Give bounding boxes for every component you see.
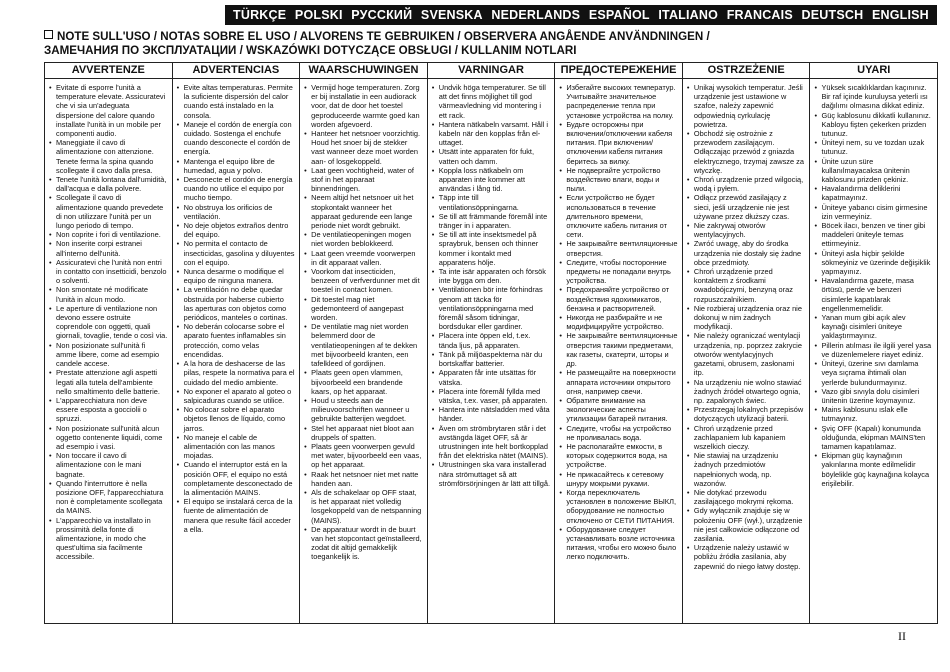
language-label: ENGLISH: [871, 8, 929, 22]
warning-item: • Не закрывайте вентиляционные отверстия такими предметами, как газеты, скатерти, шторы и др.: [559, 331, 678, 368]
warning-item: • Evite altas temperaturas. Permite la suficiente dispersión del calor cuando está instalado en la consola.: [177, 83, 296, 120]
warning-item: • Не располагайте емкости, в которых содержится вода, на устройстве.: [559, 442, 678, 470]
warning-item: • Quando l'interruttore è nella posizione OFF, l'apparecchiatura non è completamente scollegata da MAINS.: [49, 479, 168, 516]
column-body: [173, 79, 300, 534]
column-3: [428, 63, 556, 623]
warning-item: • Zwróć uwagę, aby do środka urządzenia nie dostały się żadne obce przedmioty.: [687, 239, 806, 267]
column-title: VARNINGAR: [428, 63, 555, 79]
warning-item: • Ventilationen bör inte förhindras genom att täcka för ventilationsöppningarna med föremål såsom tidningar, bordsdukar eller gardiner.: [432, 285, 551, 331]
warning-item: • No permita el contacto de insecticidas, gasolina y diluyentes con el equipo.: [177, 239, 296, 267]
column-body: [810, 79, 937, 488]
warning-item: • Chroń urządzenie przed zachlapaniem lub kapaniem wszelkich cieczy.: [687, 424, 806, 452]
warning-item: • Även om strömbrytaren står i det avstängda läget OFF, så är utrustningen inte helt bortkopplad från det elektriska nätet (MAINS).: [432, 424, 551, 461]
warning-item: • Laat geen vochtigheid, water of stof in het apparaat binnendringen.: [304, 166, 423, 194]
warning-item: • Non smontate né modificate l'unità in alcun modo.: [49, 285, 168, 303]
warning-item: • Hantera inte nätsladden med våta händer.: [432, 405, 551, 423]
warning-item: • Koppla loss nätkabeln om apparaten inte kommer att användas i lång tid.: [432, 166, 551, 194]
heading-line-1: [44, 30, 924, 44]
warning-item: • Przestrzegaj lokalnych przepisów dotyczących utylizacji baterii.: [687, 405, 806, 423]
language-label: FRANCAIS: [726, 8, 793, 22]
warning-item: • Оборудование следует устанавливать возле источника питания, чтобы его можно было легко подключить.: [559, 525, 678, 562]
warning-item: • Stel het apparaat niet bloot aan druppels of spatten.: [304, 424, 423, 442]
language-bar: [225, 5, 937, 25]
warning-item: • Plaats geen open vlammen, bijvoorbeeld een brandende kaars, op het apparaat.: [304, 368, 423, 396]
warning-item: • Если устройство не будет использоваться в течение длительного времени, отключите кабель питания от сети.: [559, 193, 678, 239]
warning-item: • Güç kablosunu dikkatli kullanınız. Kabloyu fişten çekerken prizden tutunuz.: [814, 111, 933, 139]
column-title: WAARSCHUWINGEN: [300, 63, 427, 79]
warning-item: • De ventilatieopeningen mogen niet worden beblokkeerd.: [304, 230, 423, 248]
language-label: РУССКИЙ: [351, 8, 413, 22]
warning-item: • La ventilación no debe quedar obstruida por haberse cubierto las aperturas con objetos como periódicos, manteles o cortinas.: [177, 285, 296, 322]
warning-item: • No maneje el cable de alimentación con las manos mojadas.: [177, 433, 296, 461]
column-5: [683, 63, 811, 623]
warning-item: • Yanan mum gibi açık alev kaynağı cisimleri üniteye yaklaştırmayınız.: [814, 313, 933, 341]
warning-item: • Ta inte isär apparaten och försök inte bygga om den.: [432, 267, 551, 285]
warning-item: • Utrustningen ska vara installerad nära strömuttaget så att strömförsörjningen är lätt att tillgå.: [432, 460, 551, 488]
column-body: [45, 79, 172, 562]
warning-item: • Odłącz przewód zasilający z sieci, jeśli urządzenie nie jest używane przez dłuższy czas.: [687, 193, 806, 221]
warning-item: • No obstruya los orificios de ventilación.: [177, 203, 296, 221]
warning-item: • Üniteyi asla hiçbir şekilde sökmeyiniz ve üzerinde değişiklik yapmayınız.: [814, 249, 933, 277]
warning-item: • Non posizionate sull'unità alcun oggetto contenente liquidi, come ad esempio i vasi.: [49, 424, 168, 452]
language-label: NEDERLANDS: [491, 8, 581, 22]
warning-item: • Hanteer het netsnoer voorzichtig. Houd het snoer bij de stekker vast wanneer deze moet worden aan- of losgekoppeld.: [304, 129, 423, 166]
warning-item: • Gdy wyłącznik znajduje się w położeniu OFF (wył.), urządzenie nie jest całkowicie odłączone od zasilania.: [687, 506, 806, 543]
warning-item: • No colocar sobre el aparato objetos llenos de líquido, como jarros.: [177, 405, 296, 433]
warning-item: • Chroń urządzenie przed kontaktem z środkami owadobójczymi, benzyną oraz rozpuszczalnikiem.: [687, 267, 806, 304]
warning-item: • No exponer el aparato al goteo o salpicaduras cuando se utilice.: [177, 387, 296, 405]
warning-item: • Desconecte el cordón de energía cuando no utilice el equipo por mucho tiempo.: [177, 175, 296, 203]
warning-item: • Scollegate il cavo di alimentazione quando prevedete di non utilizzare l'unità per un lungo periodo di tempo.: [49, 193, 168, 230]
warning-item: • Üniteyi, üzerine sıvı damlama veya sıçrama ihtimali olan yerlerde bulundurmayınız.: [814, 359, 933, 387]
warning-item: • Vazo gibi sıvıyla dolu cisimleri ünitenin üzerine koymayınız.: [814, 387, 933, 405]
warning-item: • Le aperture di ventilazione non devono essere ostruite coprendole con oggetti, quali giornali, tovaglie, tende o così via.: [49, 304, 168, 341]
heading-line-2: ЗАМЕЧАНИЯ ПО ЭКСПЛУАТАЦИИ / WSKAZÓWKI DOTYCZĄCE OBSŁUGI / KULLANIM NOTLARI: [44, 44, 577, 57]
warning-item: • No deje objetos extraños dentro del equipo.: [177, 221, 296, 239]
warning-list: [49, 83, 168, 562]
language-label: ESPAÑOL: [588, 8, 650, 22]
warning-item: • L'apparecchiatura non deve essere esposta a gocciolii o spruzzi.: [49, 396, 168, 424]
warning-item: • Apparaten får inte utsättas för vätska.: [432, 368, 551, 386]
warnings-table: [44, 62, 938, 624]
warning-item: • Ekipman güç kaynağının yakınlarına monte edilmelidir böylelikle güç kaynağına kolayca erişilebilir.: [814, 451, 933, 488]
warning-item: • Raak het netsnoer niet met natte handen aan.: [304, 470, 423, 488]
warning-item: • Prestate attenzione agli aspetti legati alla tutela dell'ambiente nello smaltimento delle batterie.: [49, 368, 168, 396]
warning-item: • Täpp inte till ventilationsöppningarna.: [432, 193, 551, 211]
warning-item: • Neem altijd het netsnoer uit het stopkontakt wanneer het apparaat gedurende een lange periode niet wordt gebruikt.: [304, 193, 423, 230]
warning-item: • Mantenga el equipo libre de humedad, agua y polvo.: [177, 157, 296, 175]
warning-item: • Evitate di esporre l'unità a temperature elevate. Assicuratevi che vi sia un'adeguata dispersione del calore quando installate l'unità in un mobile per componenti audio.: [49, 83, 168, 138]
warning-item: • Havalandırma deliklerini kapatmayınız.: [814, 184, 933, 202]
warning-item: • L'apparecchio va installato in prossimità della fonte di alimentazione, in modo che quest'ultima sia facilmente accessibile.: [49, 516, 168, 562]
warning-item: • Undvik höga temperaturer. Se till att det finns möjlighet till god värmeavledning vid montering i ett rack.: [432, 83, 551, 120]
language-label: SVENSKA: [420, 8, 483, 22]
warning-item: • Cuando el interruptor está en la posición OFF, el equipo no está completamente desconectado de la alimentación MAINS.: [177, 460, 296, 497]
column-body: [683, 79, 810, 571]
column-1: [173, 63, 301, 623]
warning-item: • Не закрывайте вентиляционные отверстия.: [559, 239, 678, 257]
warning-item: • Placera inte föremål fyllda med vätska, t.ex. vaser, på apparaten.: [432, 387, 551, 405]
page-number: II: [898, 629, 906, 643]
column-title: UYARI: [810, 63, 937, 79]
warning-item: • Şviç OFF (Kapalı) konumunda olduğunda, ekipman MAINS'ten tamamen kapatılamaz.: [814, 424, 933, 452]
warning-item: • Obchodź się ostrożnie z przewodem zasilającym. Odłączając przewód z gniazda elektrycznego, trzymaj zawsze za wtyczkę.: [687, 129, 806, 175]
warning-item: • Non inserite corpi estranei all'interno dell'unità.: [49, 239, 168, 257]
warning-list: [687, 83, 806, 571]
section-heading: [44, 30, 924, 58]
column-title: AVVERTENZE: [45, 63, 172, 79]
warning-item: • Когда переключатель установлен в положение ВЫКЛ, оборудование не полностью отключено от СЕТИ ПИТАНИЯ.: [559, 488, 678, 525]
warning-item: • Se till att främmande föremål inte tränger in i apparaten.: [432, 212, 551, 230]
warning-item: • Ünite uzun süre kullanılmayacaksa ünitenin kablosunu prizden çekiniz.: [814, 157, 933, 185]
warning-item: • Plaats geen voorwerpen gevuld met water, bijvoorbeeld een vaas, op het apparaat.: [304, 442, 423, 470]
warning-item: • Placera inte öppen eld, t.ex. tända ljus, på apparaten.: [432, 331, 551, 349]
warning-item: • Non posizionate sull'unità fi amme libere, come ad esempio candele accese.: [49, 341, 168, 369]
warning-item: • Maneje el cordón de energía con cuidado. Sostenga el enchufe cuando desconecte el cordón de energía.: [177, 120, 296, 157]
language-label: DEUTSCH: [801, 8, 864, 22]
warning-item: • Vermijd hoge temperaturen. Zorg er bij installatie in een audiorack voor, dat de door het toestel geproduceerde warmte goed kan worden afgevoerd.: [304, 83, 423, 129]
warning-item: • A la hora de deshacerse de las pilas, respete la normativa para el cuidado del medio ambiente.: [177, 359, 296, 387]
warning-item: • Следите, чтобы посторонние предметы не попадали внутрь устройства.: [559, 258, 678, 286]
warning-item: • Üniteye yabancı cisim girmesine izin vermeyiniz.: [814, 203, 933, 221]
warning-item: • Non coprite i fori di ventilazione.: [49, 230, 168, 239]
warning-item: • Nie należy ograniczać wentylacji urządzenia, np. poprzez zakrycie otworów wentylacyjnych gazetami, obrusem, zasłonami itp.: [687, 331, 806, 377]
column-title: OSTRZEŻENIE: [683, 63, 810, 79]
warning-item: • Houd u steeds aan de milieuvoorschriften wanneer u gebruikte batterijen wegdoet.: [304, 396, 423, 424]
warning-item: • Будьте осторожны при включении/отключении кабеля питания. При включении/отключении кабеля питания беритесь за вилку.: [559, 120, 678, 166]
column-4: [555, 63, 683, 623]
warning-item: • Unikaj wysokich temperatur. Jeśli urządzenie jest ustawione w szafce, należy zapewnić odpowiednią cyrkulację powietrza.: [687, 83, 806, 129]
column-6: [810, 63, 937, 623]
warning-item: • Assicuratevi che l'unità non entri in contatto con insetticidi, benzolo o solventi.: [49, 258, 168, 286]
warning-list: [559, 83, 678, 562]
heading-text-1: NOTE SULL'USO / NOTAS SOBRE EL USO / ALVORENS TE GEBRUIKEN / OBSERVERA ANGÅENDE ANVÄNDNINGEN /: [57, 30, 710, 43]
warning-item: • Als de schakelaar op OFF staat, is het apparaat niet volledig losgekoppeld van de netspanning (MAINS).: [304, 488, 423, 525]
warning-item: • Hantera nätkabeln varsamt. Håll i kabeln när den kopplas från el-uttaget.: [432, 120, 551, 148]
warning-item: • Не размещайте на поверхности аппарата источники открытого огня, например свечи.: [559, 368, 678, 396]
language-label: ITALIANO: [658, 8, 719, 22]
warning-list: [177, 83, 296, 534]
column-body: [555, 79, 682, 562]
warning-item: • Havalandırma gazete, masa örtüsü, perde ve benzeri cisimlerle kapatılarak engellenmemelidir.: [814, 276, 933, 313]
warning-list: [432, 83, 551, 488]
warning-item: • Mains kablosunu ıslak elle tutmayınız.: [814, 405, 933, 423]
warning-item: • Böcek ilacı, benzen ve tiner gibi maddeleri üniteyle temas ettirmeyiniz.: [814, 221, 933, 249]
column-0: [45, 63, 173, 623]
column-body: [428, 79, 555, 488]
warning-item: • Maneggiate il cavo di alimentazione con attenzione. Tenete ferma la spina quando scollegate il cavo dalla presa.: [49, 138, 168, 175]
language-label: POLSKI: [294, 8, 343, 22]
warning-item: • Nie rozbieraj urządzenia oraz nie dokonuj w nim żadnych modyfikacji.: [687, 304, 806, 332]
column-title: ПРЕДОСТЕРЕЖЕНИЕ: [555, 63, 682, 79]
warning-item: • Nie dotykać przewodu zasilającego mokrymi rękoma.: [687, 488, 806, 506]
warning-list: [814, 83, 933, 488]
warning-item: • Dit toestel mag niet gedemonteerd of aangepast worden.: [304, 295, 423, 323]
warning-item: • Laat geen vreemde voorwerpen in dit apparaat vallen.: [304, 249, 423, 267]
warning-item: • No deberán colocarse sobre el aparato fuentes inflamables sin protección, como velas encendidas.: [177, 322, 296, 359]
warning-item: • Voorkom dat insecticiden, benzeen of verfverdunner met dit toestel in contact komen.: [304, 267, 423, 295]
warning-item: • El equipo se instalará cerca de la fuente de alimentación de manera que resulte fácil acceder a ella.: [177, 497, 296, 534]
warning-item: • Üniteyi nem, su ve tozdan uzak tutunuz.: [814, 138, 933, 156]
warning-item: • Никогда не разбирайте и не модифицируйте устройство.: [559, 313, 678, 331]
warning-item: • De apparatuur wordt in de buurt van het stopcontact geïnstalleerd, zodat dit altijd gemakkelijk toegankelijk is.: [304, 525, 423, 562]
warning-item: • Pillerin atılması ile ilgili yerel yasa ve düzenlemelere riayet ediniz.: [814, 341, 933, 359]
warning-item: • Nie stawiaj na urządzeniu żadnych przedmiotów napełnionych wodą, np. wazonów.: [687, 451, 806, 488]
warning-item: • Следите, чтобы на устройство не проливалась вода.: [559, 424, 678, 442]
warning-item: • Chroń urządzenie przed wilgocią, wodą i pyłem.: [687, 175, 806, 193]
warning-item: • Urządzenie należy ustawić w pobliżu źródła zasilania, aby zapewnić do niego łatwy dostęp.: [687, 543, 806, 571]
warning-item: • Utsätt inte apparaten för fukt, vatten och damm.: [432, 147, 551, 165]
warning-item: • Nunca desarme o modifique el equipo de ninguna manera.: [177, 267, 296, 285]
warning-item: • Tänk på miljöaspekterna när du bortskaffar batterier.: [432, 350, 551, 368]
warning-item: • De ventilatie mag niet worden belemmerd door de ventilatieopeningen af te dekken met bijvoorbeeld kranten, een tafelkleed of gordijnen.: [304, 322, 423, 368]
column-body: [300, 79, 427, 562]
column-title: ADVERTENCIAS: [173, 63, 300, 79]
warning-item: • Избегайте высоких температур. Учитывайте значительное распределение тепла при установке устройства на полку.: [559, 83, 678, 120]
language-label: TÜRKÇE: [233, 8, 287, 22]
warning-item: • Na urządzeniu nie wolno stawiać żadnych źródeł otwartego ognia, np. zapalonych świec.: [687, 378, 806, 406]
warning-item: • Se till att inte insektsmedel på spraybruk, bensen och thinner kommer i kontakt med apparatens hölje.: [432, 230, 551, 267]
warning-item: • Nie zakrywaj otworów wentylacyjnych.: [687, 221, 806, 239]
checkbox-square-icon: [44, 30, 53, 39]
warning-item: • Не прикасайтесь к сетевому шнуру мокрыми руками.: [559, 470, 678, 488]
warning-item: • Yüksek sıcaklıklardan kaçınınız. Bir raf içinde kuruluysa yeterli ısı dağılımı olmasına dikkat ediniz.: [814, 83, 933, 111]
warning-item: • Обратите внимание на экологические аспекты утилизации батарей питания.: [559, 396, 678, 424]
column-2: [300, 63, 428, 623]
warning-item: • Tenete l'unità lontana dall'umidità, dall'acqua e dalla polvere.: [49, 175, 168, 193]
warning-list: [304, 83, 423, 562]
warning-item: • Предохраняйте устройство от воздействия ядохимикатов, бензина и растворителей.: [559, 285, 678, 313]
warning-item: • Non toccare il cavo di alimentazione con le mani bagnate.: [49, 451, 168, 479]
warning-item: • Не подвергайте устройство воздействию влаги, воды и пыли.: [559, 166, 678, 194]
